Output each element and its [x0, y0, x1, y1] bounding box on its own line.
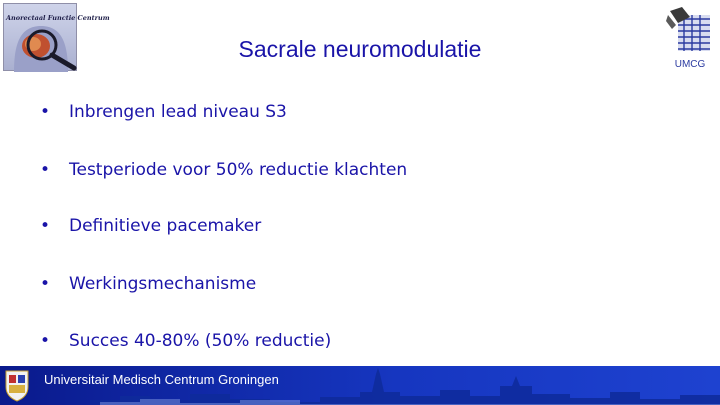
footer-institution-name: Universitair Medisch Centrum Groningen	[44, 372, 279, 387]
bullet-item	[40, 274, 256, 296]
university-crest-icon	[4, 369, 30, 402]
bullet-text: Werkingsmechanisme	[69, 274, 257, 294]
bullet-marker: •	[40, 216, 51, 236]
bullet-marker: •	[40, 160, 51, 180]
bullet-item	[40, 160, 407, 182]
bullet-marker: •	[40, 274, 51, 294]
bullet-text: Testperiode voor 50% reductie klachten	[69, 160, 408, 180]
bullet-item	[40, 216, 261, 238]
umcg-emblem-icon	[664, 5, 716, 57]
bullet-text: Inbrengen lead niveau S3	[69, 102, 287, 122]
umcg-logo	[664, 5, 716, 71]
bullet-text: Succes 40-80% (50% reductie)	[69, 331, 332, 351]
logo-left-caption: Anorectaal Functie Centrum	[6, 14, 110, 22]
bullet-item	[40, 331, 331, 353]
footer-band	[0, 366, 720, 405]
bullet-marker: •	[40, 102, 51, 122]
bullet-marker: •	[40, 331, 51, 351]
bullet-text: Definitieve pacemaker	[69, 216, 262, 236]
slide-title: Sacrale neuromodulatie	[238, 36, 482, 62]
bullet-item	[40, 102, 287, 124]
umcg-logo-caption: UMCG	[674, 59, 706, 70]
